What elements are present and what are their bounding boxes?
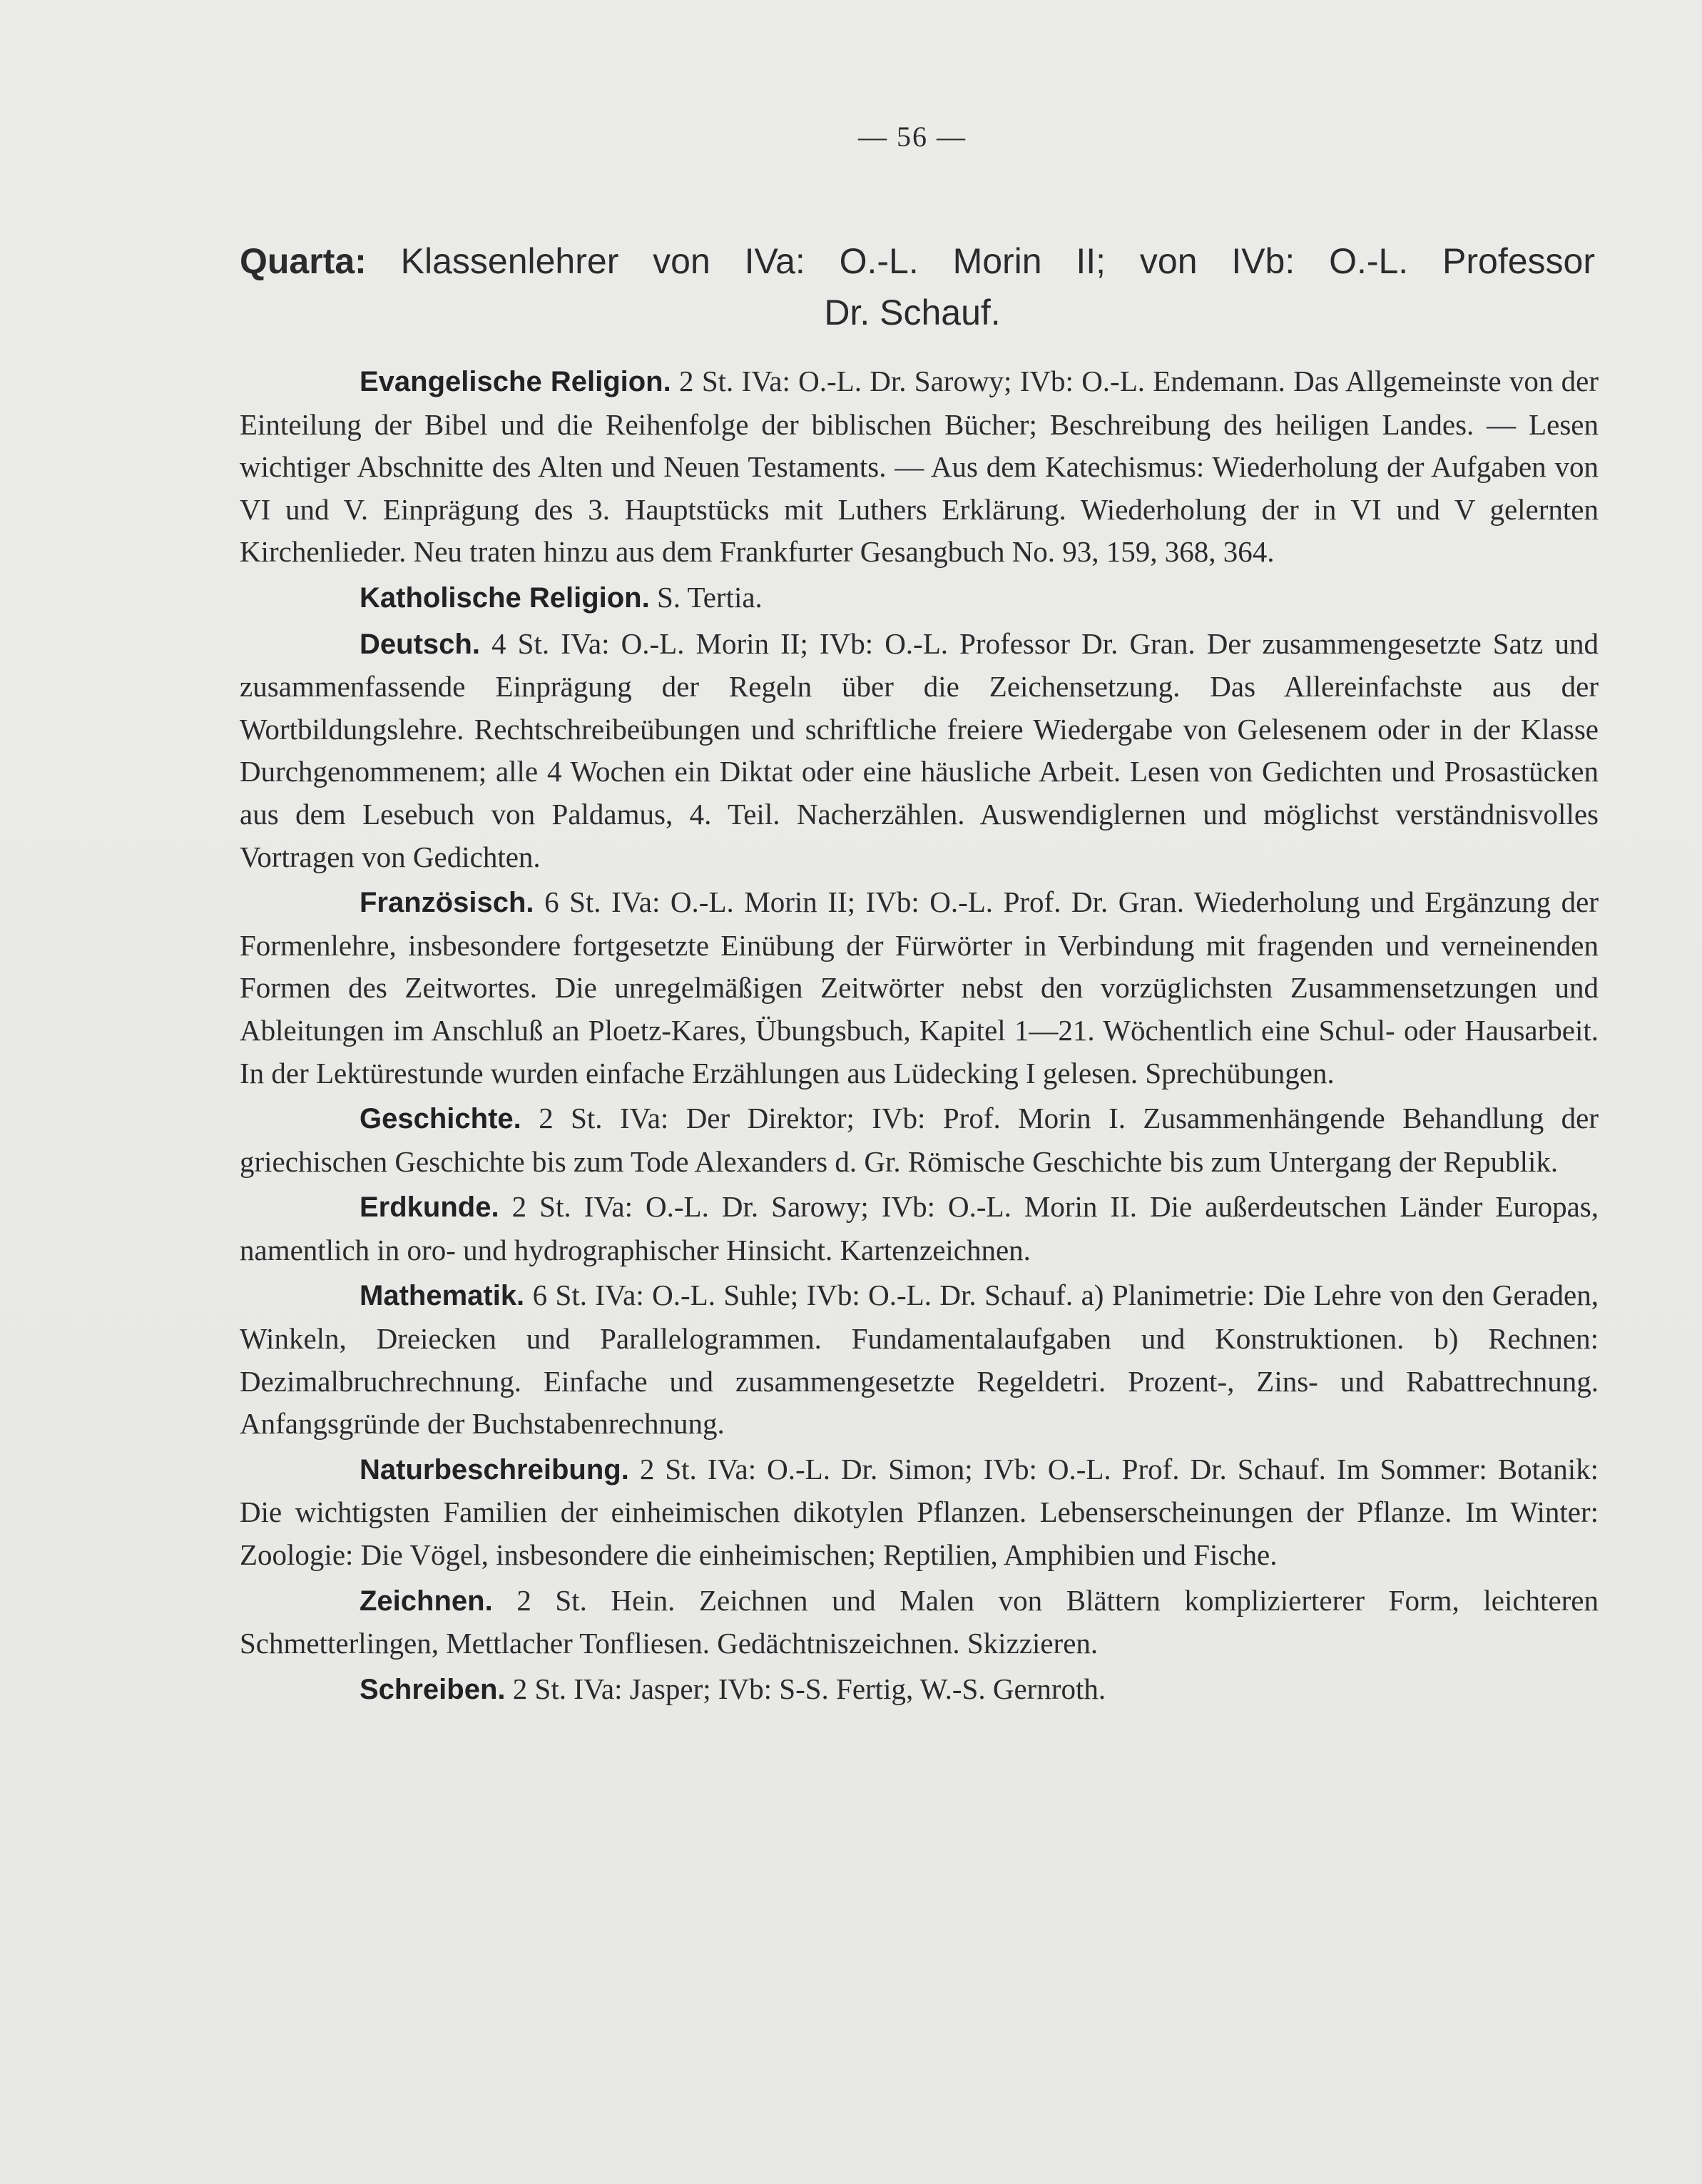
section-mathematik bbox=[240, 1274, 1599, 1445]
section-franzoesisch bbox=[240, 881, 1599, 1094]
section-heading: Zeichnen. bbox=[360, 1585, 493, 1617]
section-deutsch bbox=[240, 623, 1599, 879]
section-text: 6 St. IVa: O.-L. Suhle; IVb: O.-L. Dr. Schauf. a) Planimetrie: Die Lehre von den Geraden, Winkeln, Dreiecken und Parallelogrammen. Fundamentalaufgaben und Konstruktionen. b) Rechnen: Dezimalbruchrechnung. Einfache und zusammengesetzte Regeldetri. Prozent-, Zins- und Rabattrechnung. Anfangsgründe der Buchstabenrechnung. bbox=[240, 1279, 1599, 1441]
section-heading: Deutsch. bbox=[360, 628, 480, 660]
section-heading: Französisch. bbox=[360, 887, 534, 919]
section-heading: Evangelische Religion. bbox=[360, 366, 671, 397]
section-heading: Katholische Religion. bbox=[360, 581, 650, 614]
curriculum-body bbox=[240, 360, 1599, 1714]
section-text: 6 St. IVa: O.-L. Morin II; IVb: O.-L. Prof. Dr. Gran. Wiederholung und Ergänzung der Formenlehre, insbesondere fortgesetzte Einübung der Fürwörter in Verbindung mit fragenden und verneinenden Formen des Zeitwortes. Die unregelmäßigen Zeitwörter nebst den vorzüglichsten Zusammensetzungen und Ableitungen im Anschluß an Ploetz-Kares, Übungsbuch, Kapitel 1—21. Wöchentlich eine Schul- oder Hausarbeit. In der Lektürestunde wurden einfache Erzählungen aus Lüdecking I gelesen. Sprechübungen. bbox=[240, 885, 1599, 1090]
quarta-heading bbox=[240, 235, 1595, 287]
section-text: 2 St. IVa: Jasper; IVb: S-S. Fertig, W.-S. Gernroth. bbox=[512, 1672, 1106, 1705]
section-text: 2 St. IVa: O.-L. Dr. Sarowy; IVb: O.-L. Morin II. Die außerdeutschen Länder Europas, namentlich in oro- und hydrographischer Hinsicht. Kartenzeichnen. bbox=[240, 1190, 1599, 1266]
quarta-heading-continuation: Dr. Schauf. bbox=[824, 293, 1001, 332]
section-heading: Geschichte. bbox=[360, 1103, 521, 1135]
section-heading: Naturbeschreibung. bbox=[360, 1453, 629, 1485]
quarta-teachers: Klassenlehrer von IVa: O.-L. Morin II; von IVb: O.-L. Professor bbox=[400, 241, 1595, 281]
section-erdkunde bbox=[240, 1186, 1599, 1271]
section-text: 2 St. IVa: O.-L. Dr. Simon; IVb: O.-L. Prof. Dr. Schauf. Im Sommer: Botanik: Die wichtigsten Familien der einheimischen dikotylen Pflanzen. Lebenserscheinungen der Pflanze. Im Winter: Zoologie: Die Vögel, insbesondere die einheimischen; Reptilien, Amphibien und Fische. bbox=[240, 1452, 1599, 1572]
section-evangelische-religion bbox=[240, 360, 1599, 574]
section-heading: Erdkunde. bbox=[360, 1192, 499, 1224]
section-text: 2 St. IVa: Der Direktor; IVb: Prof. Morin I. Zusammenhängende Behandlung der griechischen Geschichte bis zum Tode Alexanders d. Gr. Römische Geschichte bis zum Untergang der Republik. bbox=[240, 1102, 1599, 1178]
section-text: 4 St. IVa: O.-L. Morin II; IVb: O.-L. Professor Dr. Gran. Der zusammengesetzte Satz und zusammenfassende Einprägung der Regeln über die Zeichensetzung. Das Allereinfachste aus der Wortbildungslehre. Rechtschreibeübungen und schriftliche freiere Wiedergabe von Gelesenem oder in der Klasse Durchgenommenem; alle 4 Wochen ein Diktat oder eine häusliche Arbeit. Lesen von Gedichten und Prosastücken aus dem Lesebuch von Paldamus, 4. Teil. Nacherzählen. Auswendiglernen und möglichst verständnisvolles Vortragen von Gedichten. bbox=[240, 626, 1599, 873]
section-heading: Schreiben. bbox=[360, 1673, 506, 1705]
quarta-label: Quarta: bbox=[240, 241, 367, 281]
section-katholische-religion bbox=[240, 577, 1599, 620]
page-number: — 56 — bbox=[858, 121, 967, 153]
section-geschichte bbox=[240, 1097, 1599, 1183]
section-zeichnen bbox=[240, 1580, 1599, 1665]
section-text: 2 St. Hein. Zeichnen und Malen von Blättern komplizierterer Form, leichteren Schmetterlingen, Mettlacher Tonfliesen. Gedächtniszeichnen. Skizzieren. bbox=[240, 1583, 1599, 1660]
section-text: S. Tertia. bbox=[656, 580, 763, 614]
section-text: 2 St. IVa: O.-L. Dr. Sarowy; IVb: O.-L. Endemann. Das Allgemeinste von der Einteilung der Bibel und die Reihenfolge der biblischen Bücher; Beschreibung des heiligen Landes. — Lesen wichtiger Abschnitte des Alten und Neuen Testaments. — Aus dem Katechismus: Wiederholung der Aufgaben von VI und V. Einprägung des 3. Hauptstücks mit Luthers Erklärung. Wiederholung der in VI und V gelernten Kirchenlieder. Neu traten hinzu aus dem Frankfurter Gesangbuch No. 93, 159, 368, 364. bbox=[240, 365, 1599, 569]
section-schreiben bbox=[240, 1668, 1599, 1712]
section-naturbeschreibung bbox=[240, 1448, 1599, 1577]
section-heading: Mathematik. bbox=[360, 1280, 525, 1312]
